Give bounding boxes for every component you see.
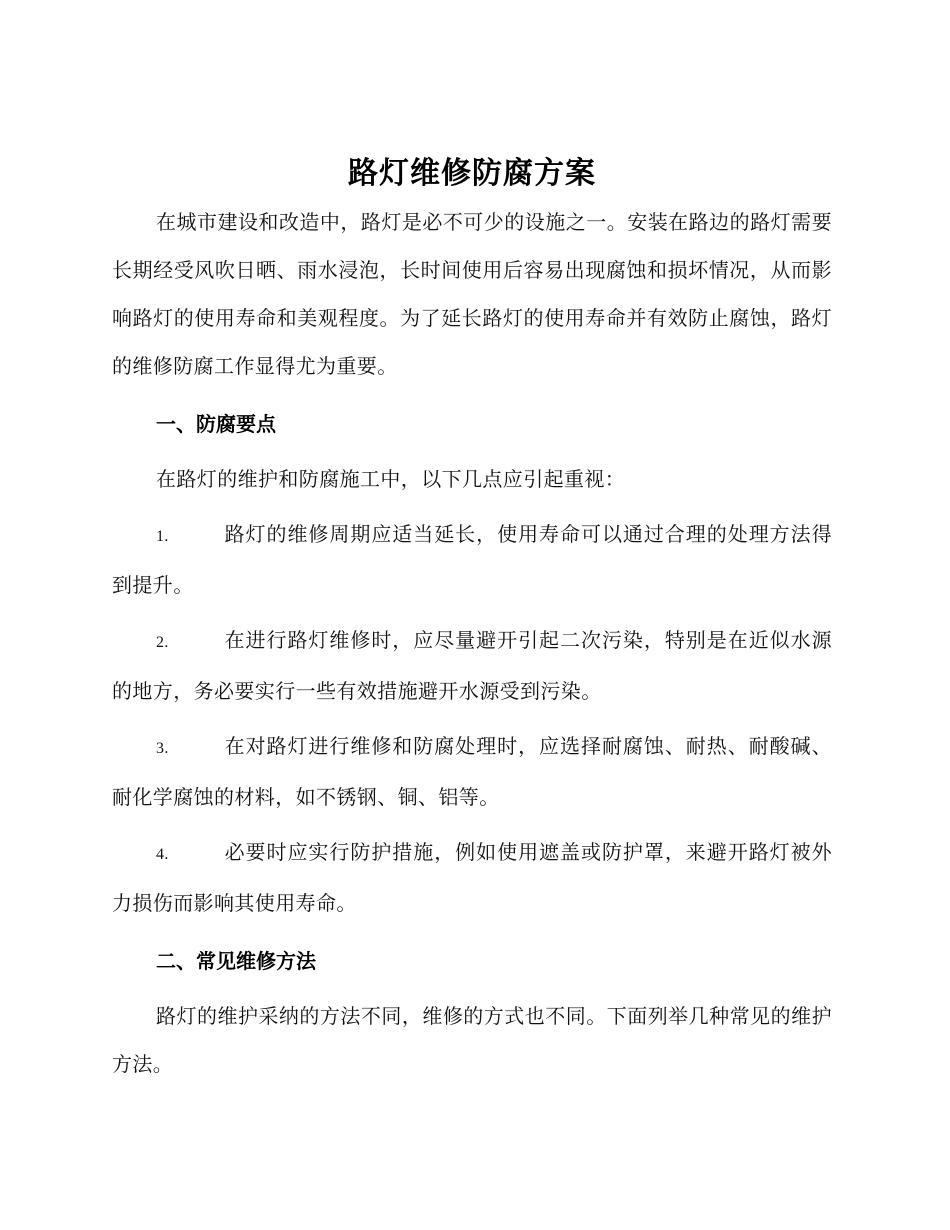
list-item <box>112 722 832 821</box>
list-item-number: 1. <box>156 528 169 545</box>
section-heading-1: 一、防腐要点 <box>156 412 276 436</box>
document-title: 路灯维修防腐方案 <box>348 156 596 191</box>
section-heading-2: 二、常见维修方法 <box>156 949 316 973</box>
list-item-text: 路灯的维修周期应适当延长，使用寿命可以通过合理的处理方法得到提升。 <box>112 522 832 597</box>
list-item <box>112 510 832 609</box>
intro-paragraph: 在城市建设和改造中，路灯是必不可少的设施之一。安装在路边的路灯需要长期经受风吹日晒、雨水浸泡，长时间使用后容易出现腐蚀和损坏情况，从而影响路灯的使用寿命和美观程度。为了延长路灯的使用寿命并有效防止腐蚀，路灯的维修防腐工作显得尤为重要。 <box>112 210 832 378</box>
list-item <box>112 828 832 927</box>
list-item-number: 2. <box>156 634 169 651</box>
list-item-text: 必要时应实行防护措施，例如使用遮盖或防护罩，来避开路灯被外力损伤而影响其使用寿命。 <box>112 840 832 915</box>
section1-lead: 在路灯的维护和防腐施工中，以下几点应引起重视： <box>156 467 626 491</box>
list-item-text: 在进行路灯维修时，应尽量避开引起二次污染，特别是在近似水源的地方，务必要实行一些有效措施避开水源受到污染。 <box>112 628 832 703</box>
list-item-text: 在对路灯进行维修和防腐处理时，应选择耐腐蚀、耐热、耐酸碱、耐化学腐蚀的材料，如不锈钢、铜、铝等。 <box>112 734 832 809</box>
document-page <box>112 150 832 1088</box>
list-item <box>112 616 832 715</box>
section2-lead: 路灯的维护采纳的方法不同，维修的方式也不同。下面列举几种常见的维护方法。 <box>112 1004 832 1076</box>
list-item-number: 4. <box>156 846 169 863</box>
list-item-number: 3. <box>156 740 169 757</box>
